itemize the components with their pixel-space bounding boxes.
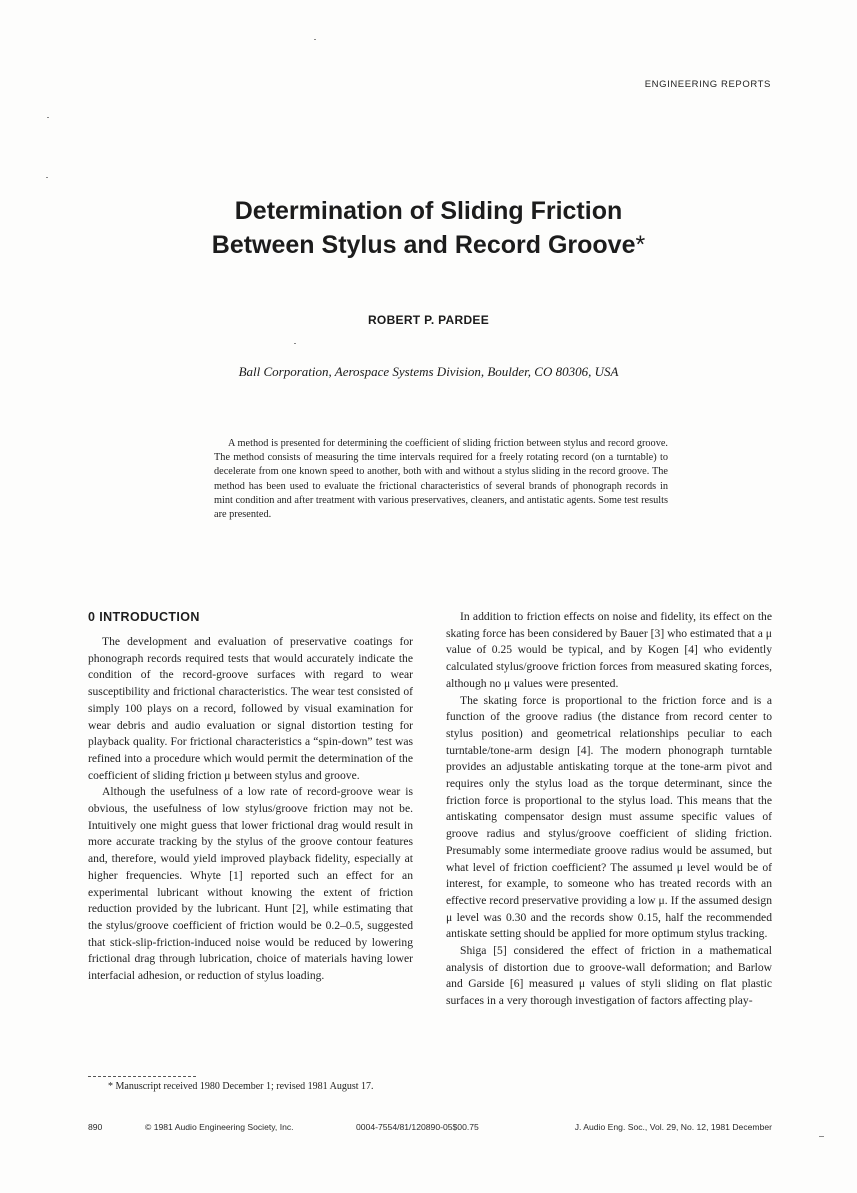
scan-speck: [819, 1136, 824, 1137]
title-line-2-text: Between Stylus and Record Groove: [211, 231, 636, 259]
footnote: [88, 1080, 413, 1094]
paragraph: The skating force is proportional to the friction force and is a function of the groove radius (the distance from record center to stylus position) and geometrical relationships peculiar to each turntable/tone-arm design [4]. The modern phonograph turntable provides an adjustable antiskating torque at the tone-arm pivot and requires only the stylus load as the torque determinant, since the friction force is proportional to the stylus load. This means that the antiskating compensator design must assume specific values of groove radius and stylus/groove coefficient of sliding friction. Presumably some intermediate groove radius would be assumed, but what level of friction coefficient? The assumed μ level would be of interest, for example, to someone who has treated records with an effective record preservative providing a low μ. If the assumed design μ level was 0.30 and the records show 0.15, half the recommended antiskate setting should be applied for more optimum stylus tracking.: [446, 693, 772, 941]
issn-code: 0004-7554/81/120890-05$00.75: [356, 1122, 479, 1132]
article-title: [0, 194, 857, 262]
copyright-notice: © 1981 Audio Engineering Society, Inc.: [145, 1122, 294, 1132]
abstract-text: A method is presented for determining the coefficient of sliding friction between stylus and record groove. The method consists of measuring the time intervals required for a freely rotating record (on a turntable) to decelerate from one known speed to another, both with and without a stylus sliding in the record groove. The method has been used to evaluate the frictional characteristics of several brands of phonograph records in mint condition and after treatment with various preservatives, cleaners, and antistatic agents. Some test results are presented.: [214, 438, 668, 521]
footnote-rule: [88, 1076, 196, 1077]
paragraph: Shiga [5] considered the effect of friction in a mathematical analysis of distortion due to groove-wall deformation; and Barlow and Garside [6] measured μ values of styli sliding on flat plastic surfaces in a very thorough investigation of factors affecting play-: [446, 944, 772, 1008]
title-line-2: [0, 228, 857, 262]
running-header: ENGINEERING REPORTS: [644, 79, 771, 90]
abstract: [214, 437, 668, 522]
scan-speck: [294, 343, 296, 344]
page-number: 890: [88, 1122, 103, 1132]
author-affiliation: Ball Corporation, Aerospace Systems Division, Boulder, CO 80306, USA: [238, 364, 619, 379]
section-heading: 0 INTRODUCTION: [88, 610, 200, 624]
scan-speck: [314, 39, 316, 40]
paragraph: Although the usefulness of a low rate of record-groove wear is obvious, the usefulness of low stylus/groove friction may not be. Intuitively one might guess that lower frictional drag would result in more accurate tracking by the stylus of the groove contour features and, therefore, would yield improved playback fidelity, especially at higher frequencies. Whyte [1] reported such an effect for an experimental lubricant without knowing the extent of friction reduction provided by the lubricant. Hunt [2], while estimating that the stylus/groove coefficient of friction would be 0.2–0.5, suggested that stick-slip-friction-induced noise would be reduced by lowering frictional drag through lubrication, choice of materials having lower interfacial adhesion, or reduction of stylus loading.: [88, 785, 413, 983]
scan-speck: [46, 177, 48, 178]
left-column: [88, 609, 413, 985]
paragraph: In addition to friction effects on noise and fidelity, its effect on the skating force has been considered by Bauer [3] who estimated that a μ value of 0.25 would be typical, and by Kogen [4] who evidently calculated stylus/groove friction forces from measured skating forces, although no μ values were presented.: [446, 610, 772, 690]
right-column: [446, 609, 772, 1010]
paragraph: The development and evaluation of preservative coatings for phonograph records required tests that would accurately indicate the condition of the record-groove surfaces with regard to wear susceptibility and frictional characteristics. The wear test consisted of simply 100 plays on a record, followed by visual examination for wear debris and audio evaluation or signal distortion testing for playback quality. For frictional characteristics a “spin-down” test was refined into a procedure which would permit the determination of the coefficient of sliding friction μ between stylus and groove.: [88, 635, 413, 782]
author-name: ROBERT P. PARDEE: [367, 313, 490, 327]
title-line-1: Determination of Sliding Friction: [234, 197, 623, 225]
journal-citation: J. Audio Eng. Soc., Vol. 29, No. 12, 1981 December: [574, 1122, 772, 1132]
title-footnote-mark: *: [635, 231, 646, 259]
scan-speck: [47, 117, 49, 118]
footnote-text: * Manuscript received 1980 December 1; revised 1981 August 17.: [108, 1081, 374, 1092]
